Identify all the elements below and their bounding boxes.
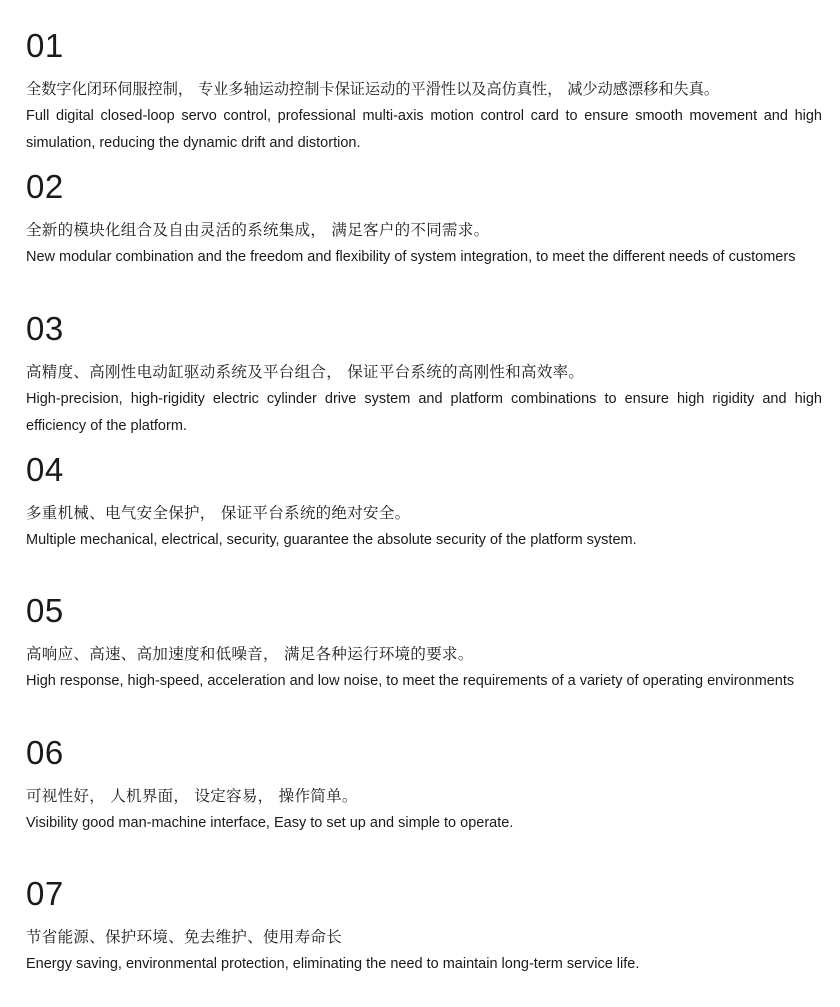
feature-description-zh: 多重机械、电气安全保护， 保证平台系统的绝对安全。 bbox=[26, 504, 411, 522]
feature-description-en: New modular combination and the freedom and flexibility of system integration, to meet the different needs of customers bbox=[26, 249, 796, 265]
feature-description-zh: 节省能源、保护环境、免去维护、使用寿命长 bbox=[26, 928, 343, 946]
feature-number: 05 bbox=[26, 592, 64, 629]
feature-description-en: Visibility good man-machine interface, Easy to set up and simple to operate. bbox=[26, 815, 514, 831]
feature-number: 02 bbox=[26, 168, 64, 205]
feature-02 bbox=[26, 169, 822, 271]
feature-number: 07 bbox=[26, 875, 64, 912]
feature-04 bbox=[26, 452, 822, 554]
feature-description-en: Full digital closed-loop servo control, professional multi-axis motion control card to ensure smooth movement and high simulation, reducing the dynamic drift and distortion. bbox=[26, 108, 822, 151]
feature-06 bbox=[26, 735, 822, 837]
feature-description-zh: 高响应、高速、高加速度和低噪音， 满足各种运行环境的要求。 bbox=[26, 645, 474, 663]
feature-description-en: High-precision, high-rigidity electric cylinder drive system and platform combinations to ensure high rigidity and high efficiency of the platform. bbox=[26, 391, 822, 434]
feature-description-zh: 高精度、高刚性电动缸驱动系统及平台组合， 保证平台系统的高刚性和高效率。 bbox=[26, 363, 585, 381]
feature-description-zh: 全数字化闭环伺服控制， 专业多轴运动控制卡保证运动的平滑性以及高仿真性， 减少动感漂移和失真。 bbox=[26, 80, 720, 98]
feature-description-zh: 可视性好， 人机界面， 设定容易， 操作简单。 bbox=[26, 787, 358, 805]
feature-description-en: Energy saving, environmental protection, eliminating the need to maintain long-term service life. bbox=[26, 956, 640, 972]
feature-number: 06 bbox=[26, 734, 64, 771]
feature-description-zh: 全新的模块化组合及自由灵活的系统集成， 满足客户的不同需求。 bbox=[26, 221, 490, 239]
feature-number: 01 bbox=[26, 27, 64, 64]
feature-description-en: Multiple mechanical, electrical, security, guarantee the absolute security of the platform system. bbox=[26, 532, 637, 548]
feature-number: 03 bbox=[26, 310, 64, 347]
feature-07 bbox=[26, 876, 822, 978]
feature-05 bbox=[26, 593, 822, 695]
feature-03 bbox=[26, 311, 822, 439]
feature-number: 04 bbox=[26, 451, 64, 488]
feature-description-en: High response, high-speed, acceleration and low noise, to meet the requirements of a variety of operating environments bbox=[26, 673, 795, 689]
feature-01 bbox=[26, 28, 822, 156]
